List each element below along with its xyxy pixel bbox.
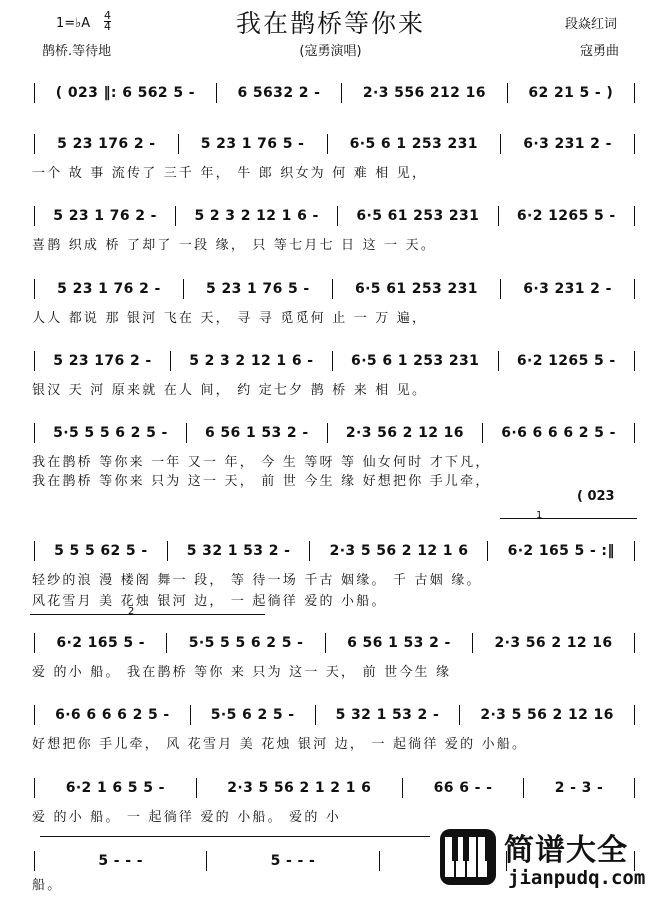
measure: 5 23 1 76 2 - (53, 208, 157, 224)
barline (634, 279, 635, 299)
barline (34, 423, 35, 443)
barline (186, 423, 187, 443)
barline (634, 778, 635, 798)
barline (196, 778, 197, 798)
measure: 5·5 6 2 5 - (210, 707, 295, 723)
measure: 6·5 6 1 253 231 (349, 136, 478, 152)
barline (34, 134, 35, 154)
notation-row (32, 630, 637, 656)
measure: 5 23 176 2 - (57, 136, 156, 152)
measure: 5 2 3 2 12 1 6 - (194, 208, 319, 224)
notation-row (32, 348, 637, 374)
measure: 2·3 556 212 16 (362, 85, 486, 101)
barline (379, 851, 380, 871)
measure: 6·3 231 2 - (523, 281, 612, 297)
barline (315, 705, 316, 725)
notation-row (32, 131, 637, 157)
song-title: 我在鹊桥等你来 (235, 9, 425, 38)
barline (634, 423, 635, 443)
volta-label-1: 1 (536, 510, 543, 521)
lyric-line: 好想把你 手儿牵， 风 花雪月 美 花烛 银河 边， 一 起徜徉 爱的 小船。 (32, 737, 528, 752)
measure: 5 32 1 53 2 - (335, 707, 440, 723)
lyric-line: 一个 故 事 流传了 三千 年， 牛 郎 织女为 何 难 相 见， (32, 166, 428, 181)
barline (402, 778, 403, 798)
measure: 6 5632 2 - (237, 85, 321, 101)
measure: 2·3 56 2 12 16 (494, 635, 613, 651)
measure: 5 2 3 2 12 1 6 - (189, 353, 314, 369)
barline (332, 351, 333, 371)
barline (34, 633, 35, 653)
notation-row (32, 775, 637, 801)
measure: 6·5 61 253 231 (356, 208, 480, 224)
lyric-line: 风花雪月 美 花烛 银河 边， 一 起徜徉 爱的 小船。 (32, 594, 387, 609)
measure: 5·5 5 5 6 2 5 - (53, 425, 168, 441)
lyric-line: 喜鹊 织成 桥 了却了 一段 缘， 只 等七月七 日 这 一 天。 (32, 238, 437, 253)
time-signature-top: 4 (104, 9, 111, 22)
measure: 2 - 3 - (554, 780, 604, 796)
measure: 62 21 5 - ) (528, 85, 614, 101)
barline (487, 541, 488, 561)
lyric-line: 人人 都说 那 银河 飞在 天， 寻 寻 觅觅何 止 一 万 遍， (32, 311, 428, 326)
notation-row (32, 203, 637, 229)
lyric-line: 我在鹊桥 等你来 一年 又一 年， 今 生 等呀 等 仙女何时 才下凡， (32, 455, 491, 470)
measure: 6·2 1 6 5 5 - (65, 780, 165, 796)
pickup-notes: ( 023 (577, 489, 615, 504)
notation-row (32, 702, 637, 728)
barline (170, 351, 171, 371)
site-logo (440, 823, 661, 897)
album-name: 鹊桥.等待地 (42, 44, 112, 59)
measure: 6 56 1 53 2 - (347, 635, 451, 651)
barline (34, 541, 35, 561)
barline (634, 541, 635, 561)
barline (634, 83, 635, 103)
measure: 6·6 6 6 6 2 5 - (55, 707, 170, 723)
barline (634, 206, 635, 226)
logo-url: jianpudq.com (508, 867, 646, 889)
notation-row (32, 276, 637, 302)
barline (634, 351, 635, 371)
barline (34, 83, 35, 103)
barline (341, 83, 342, 103)
barline (327, 134, 328, 154)
lyricist-credit: 段焱红词 (565, 17, 618, 32)
measure: 5 32 1 53 2 - (186, 543, 291, 559)
barline (216, 83, 217, 103)
barline (482, 423, 483, 443)
logo-text: 简谱大全 (504, 833, 628, 868)
barline (325, 633, 326, 653)
measure: 2·3 5 56 2 12 16 (480, 707, 614, 723)
measure: 6·6 6 6 6 2 5 - (501, 425, 616, 441)
notation-row (32, 80, 637, 106)
lyric-line: 轻纱的浪 漫 楼阁 舞一 段， 等 待一场 千古 姻缘。 千 古姻 缘。 (32, 573, 482, 588)
tie-line (40, 836, 430, 837)
measure: 66 6 - - (433, 780, 493, 796)
barline (498, 206, 499, 226)
key-signature: 1=♭A (56, 16, 91, 31)
measure: 6·3 231 2 - (523, 136, 612, 152)
barline (166, 633, 167, 653)
barline (332, 279, 333, 299)
barline (175, 206, 176, 226)
barline (337, 206, 338, 226)
barline (34, 279, 35, 299)
barline (309, 541, 310, 561)
barline (507, 83, 508, 103)
barline (34, 206, 35, 226)
lyric-line: 爱 的小 船。 一 起徜徉 爱的 小船。 爱的 小 (32, 810, 342, 825)
measure: 6·2 165 5 - (56, 635, 145, 651)
barline (523, 778, 524, 798)
lyric-line: 银汉 天 河 原来就 在人 间， 约 定七夕 鹊 桥 来 相 见。 (32, 383, 428, 398)
barline (327, 423, 328, 443)
barline (472, 633, 473, 653)
measure: 6·5 6 1 253 231 (351, 353, 480, 369)
barline (459, 705, 460, 725)
measure: 5 - - - (98, 853, 143, 869)
measure: 5 23 1 76 5 - (200, 136, 305, 152)
barline (34, 705, 35, 725)
barline (190, 705, 191, 725)
composer-credit: 寇勇曲 (580, 44, 620, 59)
lyric-line: 我在鹊桥 等你来 只为 这一 天， 前 世 今生 缘 好想把你 手儿牵， (32, 474, 491, 489)
notation-row (32, 420, 637, 446)
measure: 6·2 1265 5 - (516, 353, 616, 369)
singer-credit: (寇勇演唱) (299, 44, 362, 59)
barline (167, 541, 168, 561)
measure: 5 5 5 62 5 - (54, 543, 148, 559)
measure: 6·2 165 5 - :‖ (507, 543, 615, 559)
barline (34, 778, 35, 798)
measure: 5 23 176 2 - (53, 353, 152, 369)
measure: 5·5 5 5 6 2 5 - (188, 635, 304, 651)
time-signature (104, 11, 111, 32)
lyric-line: 爱 的小 船。 我在鹊桥 等你 来 只为 这一 天， 前 世今生 缘 (32, 665, 452, 680)
measure: 2·3 5 56 2 1 2 1 6 (227, 780, 372, 796)
barline (183, 279, 184, 299)
time-signature-bottom: 4 (104, 20, 111, 33)
barline (500, 134, 501, 154)
volta-bracket-1 (500, 518, 637, 519)
measure: 6·5 61 253 231 (354, 281, 478, 297)
measure: 5 - - - (270, 853, 316, 869)
measure: 2·3 5 56 2 12 1 6 (329, 543, 469, 559)
barline (34, 351, 35, 371)
barline (206, 851, 207, 871)
volta-label-2: 2 (128, 606, 135, 617)
measure: 6·2 1265 5 - (516, 208, 616, 224)
measure: 6 56 1 53 2 - (204, 425, 309, 441)
barline (634, 705, 635, 725)
barline (634, 633, 635, 653)
volta-bracket-2 (30, 614, 265, 615)
measure: ( 023 ‖: 6 562 5 - (55, 85, 195, 101)
barline (500, 279, 501, 299)
barline (34, 851, 35, 871)
measure: 5 23 1 76 2 - (57, 281, 161, 297)
lyric-line: 船。 (32, 878, 63, 893)
piano-icon (440, 829, 496, 885)
barline (634, 134, 635, 154)
notation-row (32, 538, 637, 564)
measure: 5 23 1 76 5 - (206, 281, 310, 297)
measure: 2·3 56 2 12 16 (345, 425, 464, 441)
barline (498, 351, 499, 371)
barline (178, 134, 179, 154)
